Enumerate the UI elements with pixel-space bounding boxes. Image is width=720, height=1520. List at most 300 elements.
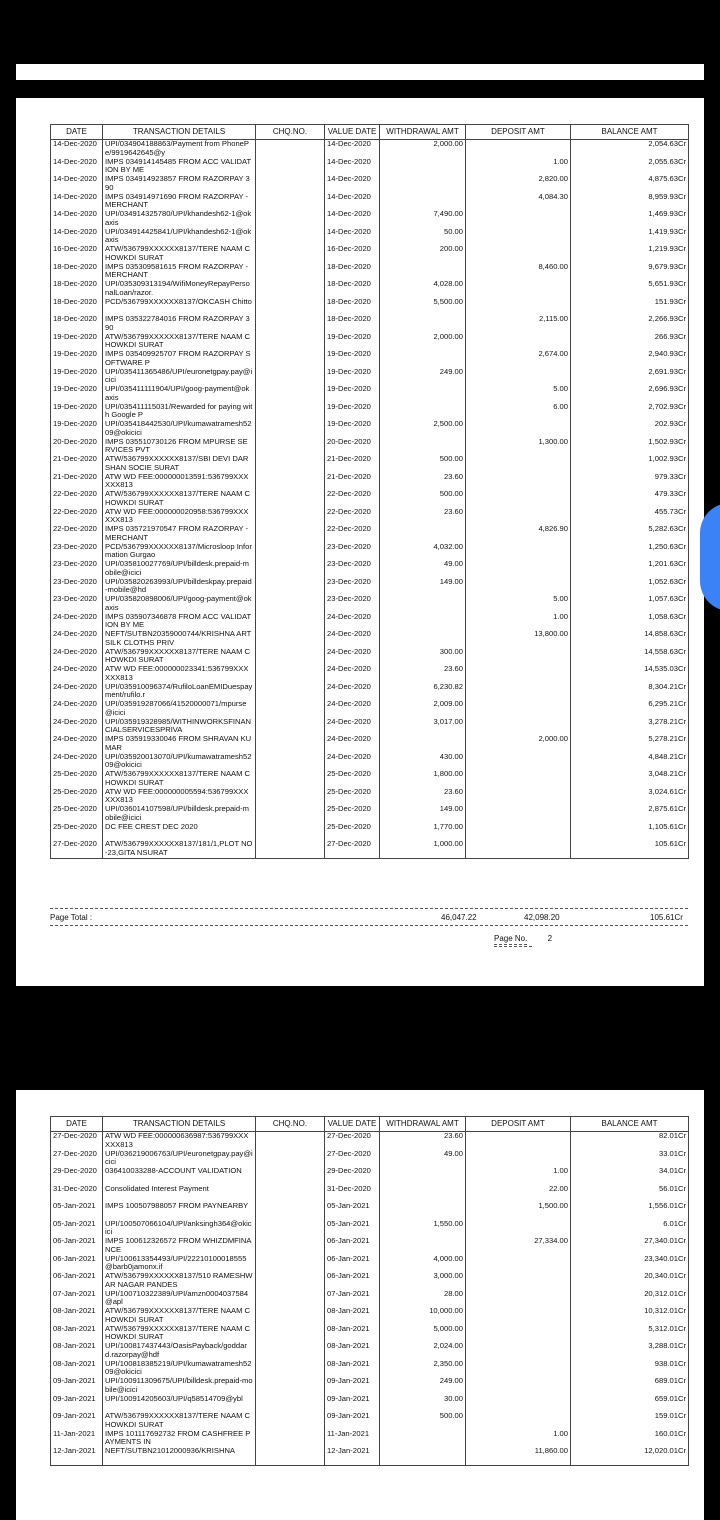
cell-deposit — [466, 473, 571, 491]
cell-details: IMPS 034914145485 FROM ACC VALIDATION BY ME — [103, 158, 256, 176]
cell-details: ATW/536799XXXXXX8137/TERE NAAM CHOWKDI SURAT — [103, 770, 256, 788]
table-row — [51, 735, 689, 753]
table-row — [51, 718, 689, 736]
cell-details: NEFT/SUTBN20359000744/KRISHNA ART SILK CLOTHS PRIV — [103, 630, 256, 648]
cell-balance: 20,340.01Cr — [571, 1272, 689, 1290]
cell-chq — [256, 543, 325, 561]
cell-details: UPI/035919287066/41520000071/mpurse@icici — [103, 700, 256, 718]
cell-balance: 1,057.63Cr — [571, 595, 689, 613]
cell-value-date: 24-Dec-2020 — [325, 665, 380, 683]
cell-chq — [256, 140, 325, 158]
cell-details: ATW/536799XXXXXX8137/TERE NAAM CHOWKDI SURAT — [103, 1307, 256, 1325]
cell-withdrawal: 49.00 — [380, 1150, 466, 1168]
cell-chq — [256, 1395, 325, 1413]
table-row — [51, 455, 689, 473]
cell-balance: 82.01Cr — [571, 1132, 689, 1150]
table-row — [51, 210, 689, 228]
cell-deposit — [466, 788, 571, 806]
cell-details: UPI/100914205603/UPI/q58514709@ybl — [103, 1395, 256, 1413]
cell-date: 14-Dec-2020 — [51, 228, 103, 246]
cell-chq — [256, 1202, 325, 1220]
cell-withdrawal — [380, 193, 466, 211]
table-row — [51, 613, 689, 631]
cell-withdrawal: 23.60 — [380, 508, 466, 526]
cell-chq — [256, 683, 325, 701]
cell-date: 08-Jan-2021 — [51, 1325, 103, 1343]
cell-balance: 8,959.93Cr — [571, 193, 689, 211]
cell-chq — [256, 1377, 325, 1395]
cell-value-date: 06-Jan-2021 — [325, 1255, 380, 1273]
cell-value-date: 25-Dec-2020 — [325, 823, 380, 841]
cell-chq — [256, 1447, 325, 1465]
table-row — [51, 630, 689, 648]
cell-deposit: 2,115.00 — [466, 315, 571, 333]
cell-value-date: 24-Dec-2020 — [325, 735, 380, 753]
cell-chq — [256, 700, 325, 718]
cell-withdrawal — [380, 403, 466, 421]
cell-deposit — [466, 1290, 571, 1308]
cell-withdrawal: 23.60 — [380, 473, 466, 491]
cell-value-date: 24-Dec-2020 — [325, 700, 380, 718]
cell-deposit — [466, 140, 571, 158]
cell-deposit — [466, 683, 571, 701]
cell-withdrawal — [380, 1447, 466, 1465]
cell-withdrawal: 5,000.00 — [380, 1325, 466, 1343]
cell-date: 19-Dec-2020 — [51, 350, 103, 368]
column-header-chq: CHQ.NO. — [256, 125, 325, 140]
cell-value-date: 08-Jan-2021 — [325, 1325, 380, 1343]
cell-date: 21-Dec-2020 — [51, 473, 103, 491]
cell-details: 036410033288-ACCOUNT VALIDATION — [103, 1167, 256, 1185]
cell-withdrawal: 300.00 — [380, 648, 466, 666]
table-row — [51, 1132, 689, 1150]
cell-date: 06-Jan-2021 — [51, 1237, 103, 1255]
cell-value-date: 24-Dec-2020 — [325, 753, 380, 771]
cell-chq — [256, 438, 325, 456]
cell-date: 14-Dec-2020 — [51, 210, 103, 228]
cell-deposit: 6.00 — [466, 403, 571, 421]
floating-edge-tab[interactable] — [700, 503, 720, 611]
cell-value-date: 27-Dec-2020 — [325, 840, 380, 858]
cell-chq — [256, 630, 325, 648]
cell-deposit — [466, 1342, 571, 1360]
table-row — [51, 1255, 689, 1273]
cell-balance: 689.01Cr — [571, 1377, 689, 1395]
cell-chq — [256, 333, 325, 351]
cell-deposit: 2,820.00 — [466, 175, 571, 193]
cell-value-date: 18-Dec-2020 — [325, 298, 380, 316]
cell-withdrawal — [380, 1202, 466, 1220]
page-total-withdrawal: 46,047.22 — [441, 913, 477, 922]
cell-balance: 2,702.93Cr — [571, 403, 689, 421]
cell-deposit — [466, 508, 571, 526]
cell-chq — [256, 158, 325, 176]
cell-date: 22-Dec-2020 — [51, 490, 103, 508]
column-header-withdrawal: WITHDRAWAL AMT — [380, 1117, 466, 1132]
cell-withdrawal: 1,770.00 — [380, 823, 466, 841]
table-row — [51, 298, 689, 316]
cell-balance: 1,105.61Cr — [571, 823, 689, 841]
cell-value-date: 19-Dec-2020 — [325, 350, 380, 368]
cell-details: ATW WD FEE:000000636987:536799XXXXXX813 — [103, 1132, 256, 1150]
table-row — [51, 1272, 689, 1290]
cell-withdrawal — [380, 438, 466, 456]
cell-date: 06-Jan-2021 — [51, 1272, 103, 1290]
table-row — [51, 1150, 689, 1168]
page-total-deposit: 42,098.20 — [524, 913, 560, 922]
cell-value-date: 16-Dec-2020 — [325, 245, 380, 263]
cell-value-date: 23-Dec-2020 — [325, 560, 380, 578]
cell-withdrawal: 6,230.82 — [380, 683, 466, 701]
table-row — [51, 1325, 689, 1343]
cell-details: UPI/034914325780/UPI/khandesh62-1@okaxis — [103, 210, 256, 228]
cell-details: IMPS 035919330046 FROM SHRAVAN KUMAR — [103, 735, 256, 753]
cell-date: 12-Jan-2021 — [51, 1447, 103, 1465]
cell-chq — [256, 805, 325, 823]
cell-withdrawal: 7,490.00 — [380, 210, 466, 228]
cell-balance: 479.33Cr — [571, 490, 689, 508]
cell-deposit — [466, 823, 571, 841]
cell-date: 23-Dec-2020 — [51, 578, 103, 596]
cell-withdrawal: 1,800.00 — [380, 770, 466, 788]
cell-value-date: 19-Dec-2020 — [325, 403, 380, 421]
cell-balance: 202.93Cr — [571, 420, 689, 438]
cell-balance: 5,282.63Cr — [571, 525, 689, 543]
cell-date: 23-Dec-2020 — [51, 595, 103, 613]
cell-withdrawal: 23.60 — [380, 788, 466, 806]
cell-chq — [256, 280, 325, 298]
table-row — [51, 683, 689, 701]
cell-balance: 1,052.63Cr — [571, 578, 689, 596]
cell-details: UPI/100710322389/UPI/amzn0004037584@apl — [103, 1290, 256, 1308]
cell-details: UPI/035810027769/UPI/billdesk.prepaid-mobile@icici — [103, 560, 256, 578]
cell-deposit — [466, 805, 571, 823]
cell-date: 11-Jan-2021 — [51, 1430, 103, 1448]
table-row — [51, 1395, 689, 1413]
cell-withdrawal: 3,000.00 — [380, 1272, 466, 1290]
cell-date: 25-Dec-2020 — [51, 788, 103, 806]
cell-withdrawal: 249.00 — [380, 368, 466, 386]
cell-details: UPI/035309313194/WifiMoneyRepayPersonalLoan/razor. — [103, 280, 256, 298]
cell-details: UPI/035418442530/UPI/kumawatramesh5209@okicici — [103, 420, 256, 438]
cell-value-date: 09-Jan-2021 — [325, 1412, 380, 1430]
cell-withdrawal — [380, 263, 466, 281]
cell-deposit — [466, 1412, 571, 1430]
cell-balance: 9,679.93Cr — [571, 263, 689, 281]
table-row — [51, 665, 689, 683]
table-row — [51, 543, 689, 561]
table-row — [51, 1167, 689, 1185]
cell-date: 18-Dec-2020 — [51, 315, 103, 333]
cell-withdrawal: 1,550.00 — [380, 1220, 466, 1238]
cell-withdrawal — [380, 315, 466, 333]
cell-deposit: 1,500.00 — [466, 1202, 571, 1220]
cell-deposit — [466, 1395, 571, 1413]
cell-value-date: 22-Dec-2020 — [325, 508, 380, 526]
cell-chq — [256, 315, 325, 333]
cell-deposit: 27,334.00 — [466, 1237, 571, 1255]
cell-details: ATW/536799XXXXXX8137/TERE NAAM CHOWKDI SURAT — [103, 1412, 256, 1430]
column-header-date: DATE — [51, 125, 103, 140]
cell-date: 24-Dec-2020 — [51, 700, 103, 718]
cell-withdrawal — [380, 525, 466, 543]
table-row — [51, 1202, 689, 1220]
page-number-value: 2 — [547, 934, 553, 943]
cell-value-date: 21-Dec-2020 — [325, 473, 380, 491]
cell-details: ATW/536799XXXXXX8137/TERE NAAM CHOWKDI SURAT — [103, 648, 256, 666]
cell-balance: 5,651.93Cr — [571, 280, 689, 298]
cell-details: ATW/536799XXXXXX8137/510 RAMESHWAR NAGAR PANDES — [103, 1272, 256, 1290]
cell-date: 19-Dec-2020 — [51, 385, 103, 403]
cell-value-date: 24-Dec-2020 — [325, 613, 380, 631]
cell-value-date: 23-Dec-2020 — [325, 595, 380, 613]
cell-balance: 151.93Cr — [571, 298, 689, 316]
cell-details: UPI/036014107598/UPI/billdesk.prepaid-mobile@icici — [103, 805, 256, 823]
cell-chq — [256, 490, 325, 508]
cell-chq — [256, 595, 325, 613]
cell-balance: 1,201.63Cr — [571, 560, 689, 578]
cell-balance: 938.01Cr — [571, 1360, 689, 1378]
cell-date: 22-Dec-2020 — [51, 508, 103, 526]
cell-deposit — [466, 700, 571, 718]
cell-balance: 14,535.03Cr — [571, 665, 689, 683]
cell-balance: 4,875.63Cr — [571, 175, 689, 193]
cell-date: 19-Dec-2020 — [51, 420, 103, 438]
cell-details: ATW WD FEE:000000023341:536799XXXXXX813 — [103, 665, 256, 683]
cell-value-date: 14-Dec-2020 — [325, 158, 380, 176]
cell-chq — [256, 578, 325, 596]
cell-value-date: 27-Dec-2020 — [325, 1150, 380, 1168]
transactions-table-page-2 — [50, 1116, 689, 1466]
cell-deposit — [466, 228, 571, 246]
table-row — [51, 560, 689, 578]
table-row — [51, 1290, 689, 1308]
cell-details: IMPS 034914923857 FROM RAZORPAY 390 — [103, 175, 256, 193]
cell-date: 16-Dec-2020 — [51, 245, 103, 263]
cell-details: UPI/034904188863/Payment from PhonePe/9919642645@y — [103, 140, 256, 158]
cell-balance: 8,304.21Cr — [571, 683, 689, 701]
cell-withdrawal: 2,000.00 — [380, 140, 466, 158]
cell-balance: 2,875.61Cr — [571, 805, 689, 823]
cell-date: 14-Dec-2020 — [51, 175, 103, 193]
statement-page-1 — [16, 98, 704, 986]
column-header-date: DATE — [51, 1117, 103, 1132]
table-row — [51, 315, 689, 333]
cell-details: IMPS 035721970547 FROM RAZORPAY - MERCHANT — [103, 525, 256, 543]
cell-withdrawal — [380, 735, 466, 753]
cell-value-date: 06-Jan-2021 — [325, 1237, 380, 1255]
cell-chq — [256, 788, 325, 806]
table-row — [51, 578, 689, 596]
table-row — [51, 140, 689, 158]
cell-date: 25-Dec-2020 — [51, 823, 103, 841]
cell-deposit: 1,300.00 — [466, 438, 571, 456]
cell-withdrawal — [380, 1237, 466, 1255]
cell-details: ATW/536799XXXXXX8137/TERE NAAM CHOWKDI SURAT — [103, 333, 256, 351]
cell-withdrawal: 2,000.00 — [380, 333, 466, 351]
cell-date: 27-Dec-2020 — [51, 1150, 103, 1168]
table-row — [51, 1307, 689, 1325]
cell-deposit: 13,800.00 — [466, 630, 571, 648]
cell-chq — [256, 823, 325, 841]
cell-details: UPI/035411111904/UPI/goog-payment@okaxis — [103, 385, 256, 403]
cell-date: 24-Dec-2020 — [51, 683, 103, 701]
table-row — [51, 1377, 689, 1395]
cell-value-date: 05-Jan-2021 — [325, 1220, 380, 1238]
cell-withdrawal: 430.00 — [380, 753, 466, 771]
cell-withdrawal: 249.00 — [380, 1377, 466, 1395]
cell-date: 20-Dec-2020 — [51, 438, 103, 456]
column-header-details: TRANSACTION DETAILS — [103, 1117, 256, 1132]
cell-date: 25-Dec-2020 — [51, 770, 103, 788]
cell-deposit — [466, 1220, 571, 1238]
cell-chq — [256, 648, 325, 666]
cell-withdrawal: 4,032.00 — [380, 543, 466, 561]
cell-details: IMPS 035309581615 FROM RAZORPAY - MERCHANT — [103, 263, 256, 281]
table-row — [51, 420, 689, 438]
cell-deposit — [466, 665, 571, 683]
table-row — [51, 508, 689, 526]
cell-date: 18-Dec-2020 — [51, 280, 103, 298]
cell-value-date: 19-Dec-2020 — [325, 368, 380, 386]
cell-withdrawal — [380, 1185, 466, 1203]
cell-value-date: 24-Dec-2020 — [325, 648, 380, 666]
cell-details: IMPS 100507988057 FROM PAYNEARBY — [103, 1202, 256, 1220]
cell-details: UPI/035910096374/RufiloLoanEMIDuespayment/rufilo.r — [103, 683, 256, 701]
cell-details: UPI/100613354493/UPI/22210100018555@barb0jamonx.if — [103, 1255, 256, 1273]
cell-date: 09-Jan-2021 — [51, 1412, 103, 1430]
cell-date: 19-Dec-2020 — [51, 333, 103, 351]
cell-date: 19-Dec-2020 — [51, 403, 103, 421]
cell-date: 23-Dec-2020 — [51, 560, 103, 578]
cell-value-date: 29-Dec-2020 — [325, 1167, 380, 1185]
cell-value-date: 05-Jan-2021 — [325, 1202, 380, 1220]
cell-deposit — [466, 245, 571, 263]
cell-details: ATW/536799XXXXXX8137/TERE NAAM CHOWKDI SURAT — [103, 490, 256, 508]
cell-chq — [256, 298, 325, 316]
cell-withdrawal — [380, 613, 466, 631]
table-header-row — [51, 1117, 689, 1132]
cell-value-date: 12-Jan-2021 — [325, 1447, 380, 1465]
cell-deposit — [466, 578, 571, 596]
cell-details: ATW WD FEE:000000020958:536799XXXXXX813 — [103, 508, 256, 526]
cell-value-date: 14-Dec-2020 — [325, 140, 380, 158]
cell-value-date: 08-Jan-2021 — [325, 1360, 380, 1378]
cell-deposit — [466, 1272, 571, 1290]
cell-withdrawal: 49.00 — [380, 560, 466, 578]
cell-withdrawal — [380, 595, 466, 613]
cell-deposit: 4,826.90 — [466, 525, 571, 543]
cell-date: 08-Jan-2021 — [51, 1307, 103, 1325]
cell-chq — [256, 753, 325, 771]
table-row — [51, 350, 689, 368]
table-row — [51, 700, 689, 718]
page-number-label: Page No. — [494, 934, 528, 943]
cell-date: 14-Dec-2020 — [51, 140, 103, 158]
column-header-deposit: DEPOSIT AMT — [466, 1117, 571, 1132]
cell-balance: 14,858.63Cr — [571, 630, 689, 648]
cell-chq — [256, 735, 325, 753]
cell-date: 18-Dec-2020 — [51, 298, 103, 316]
cell-details: UPI/036219006763/UPI/euronetgpay.pay@icici — [103, 1150, 256, 1168]
cell-chq — [256, 1325, 325, 1343]
cell-value-date: 18-Dec-2020 — [325, 280, 380, 298]
cell-balance: 4,848.21Cr — [571, 753, 689, 771]
cell-deposit: 22.00 — [466, 1185, 571, 1203]
cell-value-date: 19-Dec-2020 — [325, 333, 380, 351]
cell-value-date: 25-Dec-2020 — [325, 805, 380, 823]
cell-withdrawal: 23.60 — [380, 665, 466, 683]
page-total-balance: 105.61Cr — [650, 913, 683, 922]
table-row — [51, 1360, 689, 1378]
table-row — [51, 385, 689, 403]
cell-withdrawal — [380, 1430, 466, 1448]
cell-chq — [256, 350, 325, 368]
cell-balance: 10,312.01Cr — [571, 1307, 689, 1325]
cell-withdrawal: 500.00 — [380, 1412, 466, 1430]
cell-balance: 5,312.01Cr — [571, 1325, 689, 1343]
cell-balance: 33.01Cr — [571, 1150, 689, 1168]
cell-balance: 1,556.01Cr — [571, 1202, 689, 1220]
page-total-row — [50, 908, 688, 926]
cell-value-date: 25-Dec-2020 — [325, 770, 380, 788]
cell-balance: 1,058.63Cr — [571, 613, 689, 631]
cell-deposit: 5.00 — [466, 595, 571, 613]
cell-value-date: 24-Dec-2020 — [325, 630, 380, 648]
cell-details: ATW/536799XXXXXX8137/181/1,PLOT NO-23,GITA NSURAT — [103, 840, 256, 858]
cell-value-date: 22-Dec-2020 — [325, 490, 380, 508]
cell-withdrawal: 28.00 — [380, 1290, 466, 1308]
cell-balance: 2,055.63Cr — [571, 158, 689, 176]
cell-balance: 3,278.21Cr — [571, 718, 689, 736]
cell-balance: 2,691.93Cr — [571, 368, 689, 386]
cell-date: 24-Dec-2020 — [51, 630, 103, 648]
table-row — [51, 770, 689, 788]
cell-details: UPI/035919328985/WITHINWORKSFINANCIALSERVICESPRIVA — [103, 718, 256, 736]
cell-details: ATW/536799XXXXXX8137/TERE NAAM CHOWKDI SURAT — [103, 1325, 256, 1343]
cell-value-date: 19-Dec-2020 — [325, 420, 380, 438]
cell-withdrawal: 4,000.00 — [380, 1255, 466, 1273]
cell-value-date: 06-Jan-2021 — [325, 1272, 380, 1290]
cell-date: 14-Dec-2020 — [51, 158, 103, 176]
cell-balance: 266.93Cr — [571, 333, 689, 351]
table-row — [51, 840, 689, 858]
cell-details: IMPS 034914971690 FROM RAZORPAY - MERCHANT — [103, 193, 256, 211]
cell-value-date: 19-Dec-2020 — [325, 385, 380, 403]
cell-date: 08-Jan-2021 — [51, 1360, 103, 1378]
cell-balance: 1,469.93Cr — [571, 210, 689, 228]
cell-deposit — [466, 753, 571, 771]
cell-withdrawal: 2,009.00 — [380, 700, 466, 718]
cell-deposit — [466, 210, 571, 228]
cell-deposit — [466, 648, 571, 666]
cell-balance: 2,940.93Cr — [571, 350, 689, 368]
cell-deposit — [466, 543, 571, 561]
cell-deposit: 2,000.00 — [466, 735, 571, 753]
cell-deposit: 1.00 — [466, 158, 571, 176]
cell-deposit — [466, 333, 571, 351]
cell-chq — [256, 1255, 325, 1273]
cell-date: 24-Dec-2020 — [51, 735, 103, 753]
table-row — [51, 1220, 689, 1238]
cell-value-date: 20-Dec-2020 — [325, 438, 380, 456]
cell-deposit — [466, 1377, 571, 1395]
cell-balance: 1,250.63Cr — [571, 543, 689, 561]
column-header-balance: BALANCE AMT — [571, 1117, 689, 1132]
cell-deposit — [466, 1360, 571, 1378]
cell-withdrawal — [380, 1167, 466, 1185]
column-header-details: TRANSACTION DETAILS — [103, 125, 256, 140]
